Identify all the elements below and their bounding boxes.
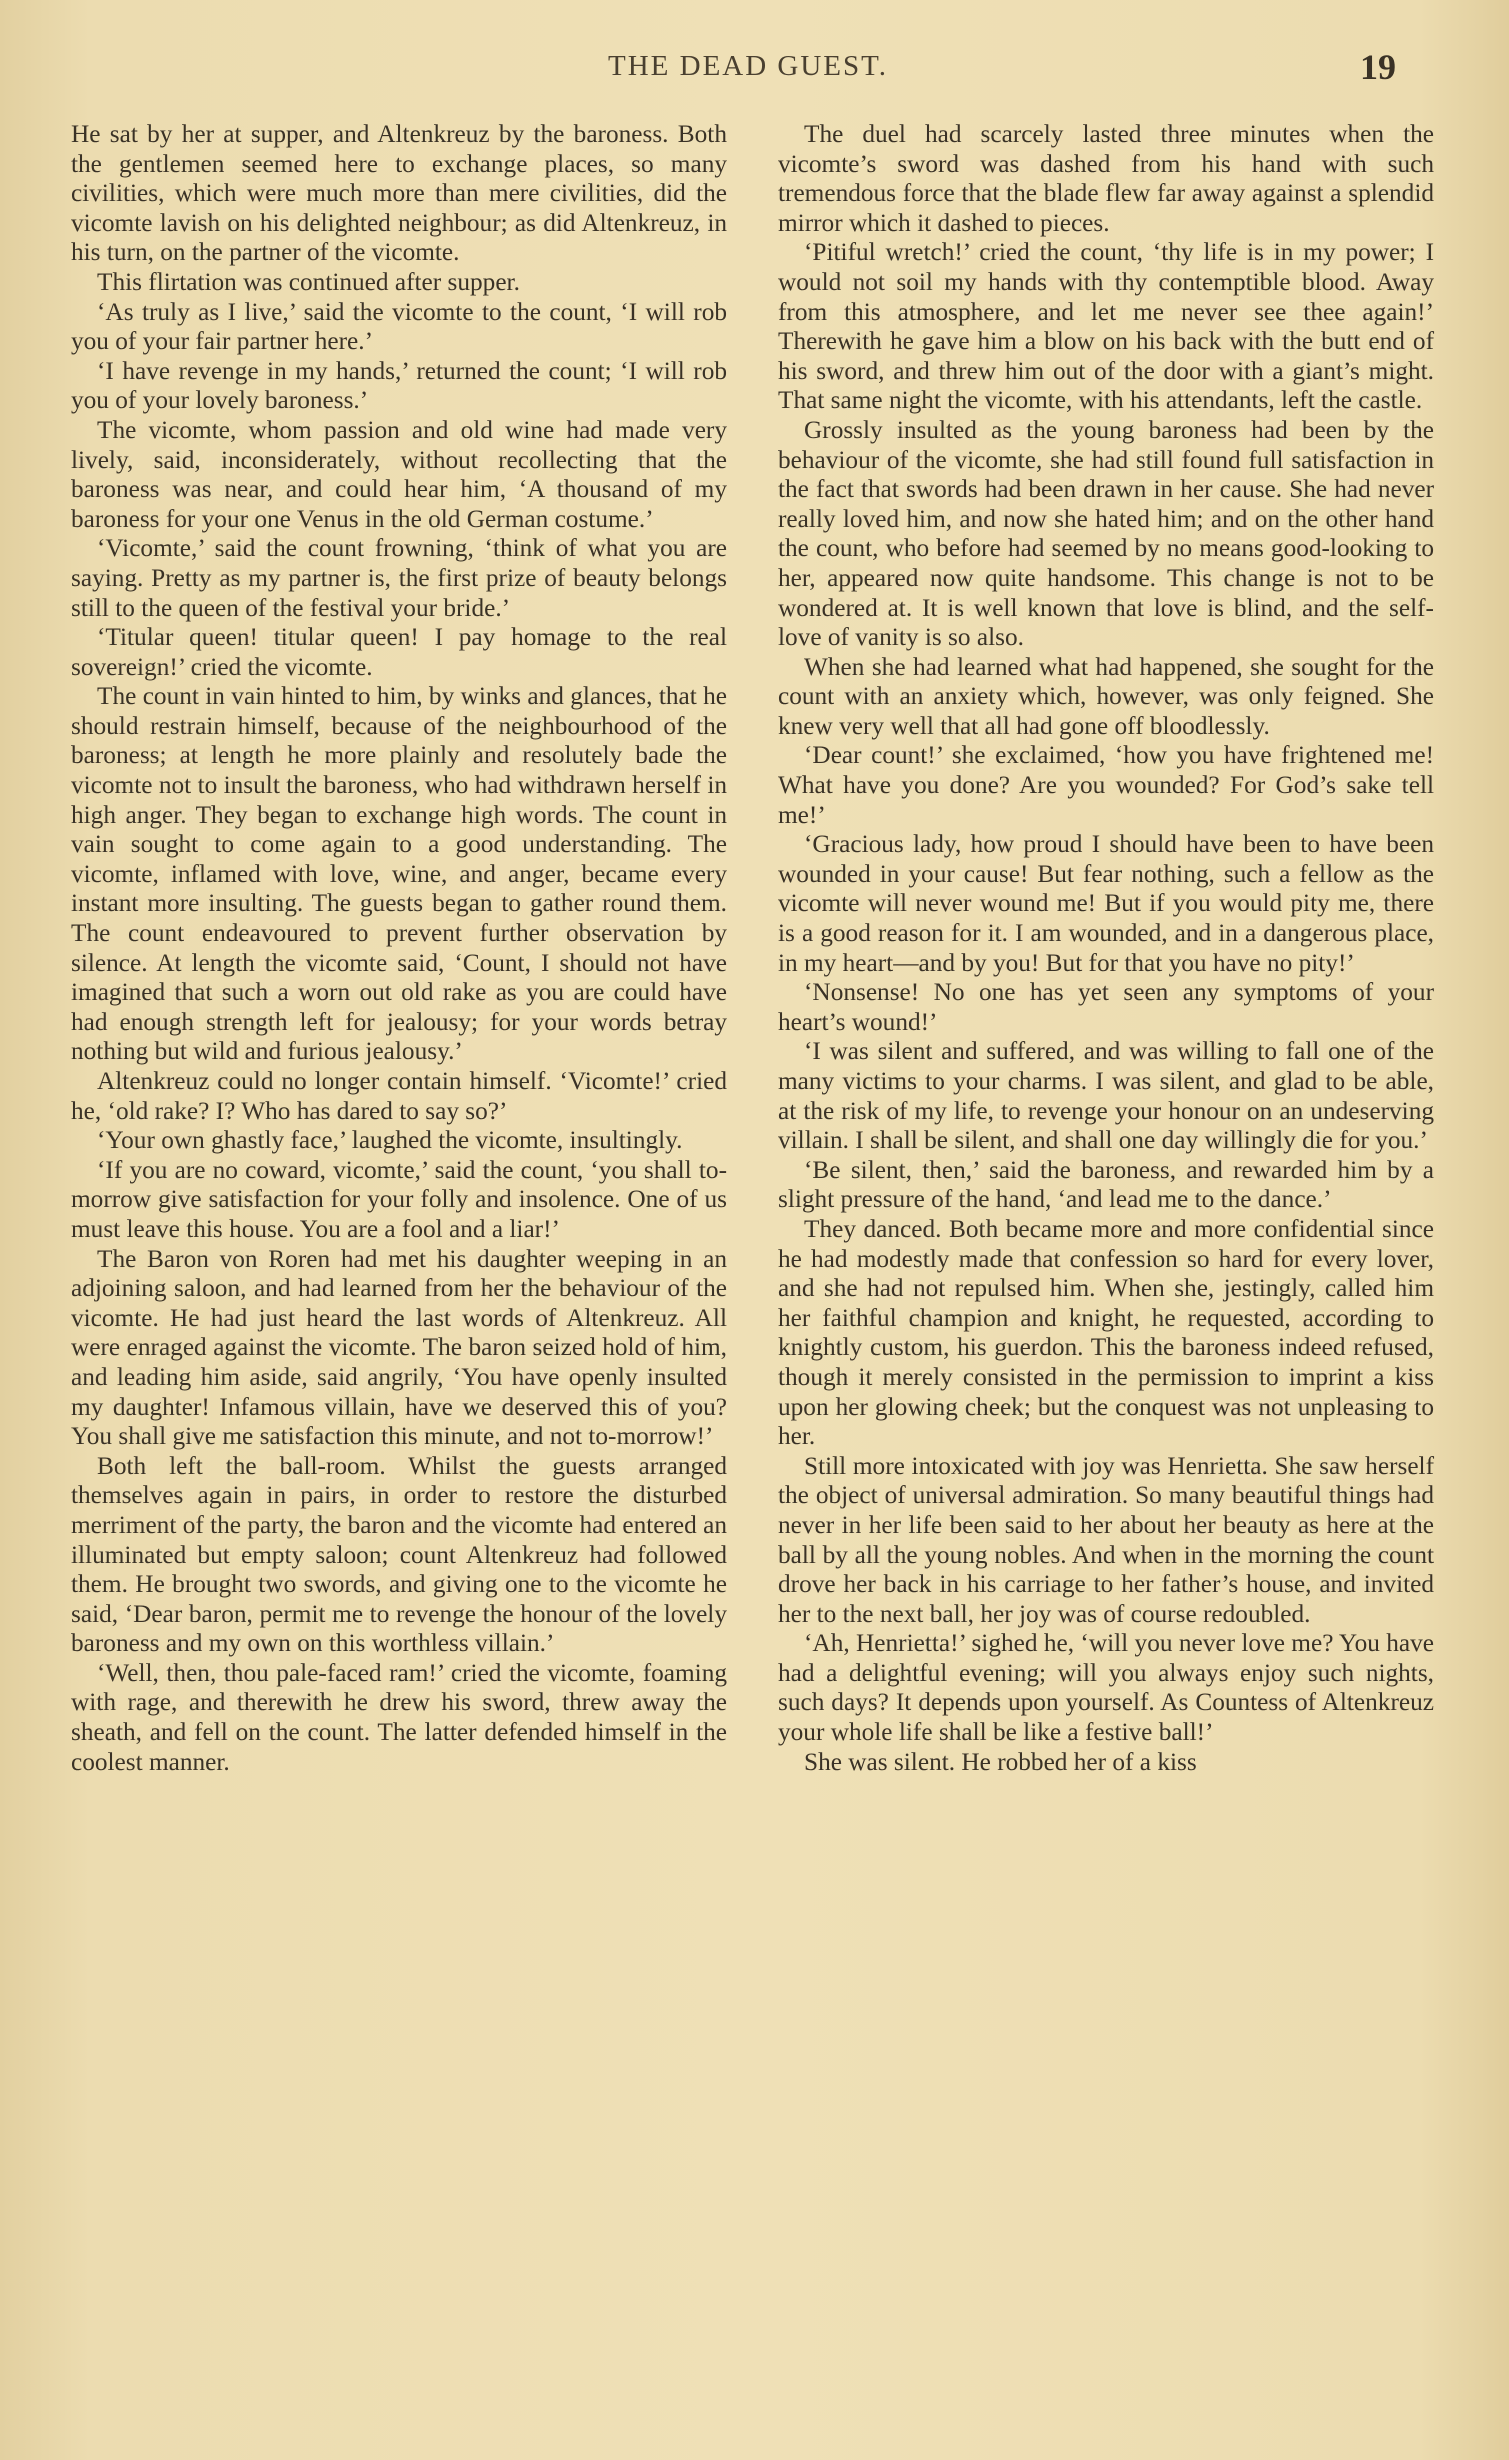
paragraph: ‘Be silent, then,’ said the baroness, and rewarded him by a slight pressure of the hand, ‘and lead me to the dance.’: [778, 1155, 1434, 1214]
paragraph: ‘Well, then, thou pale-faced ram!’ cried the vicomte, foaming with rage, and therewith he drew his sword, threw away the sheath, and fell on the count. The latter defended himself in the coolest manner.: [71, 1658, 727, 1776]
paragraph: ‘Gracious lady, how proud I should have been to have been wounded in your cause! But fear nothing, such a fellow as the vicomte will never wound me! But if you would pity me, there is a good reason for it. I am wounded, and in a dangerous place, in my heart—and by you! But for that you have no pity!’: [778, 830, 1434, 977]
paragraph: Altenkreuz could no longer contain himself. ‘Vicomte!’ cried he, ‘old rake? I? Who has dared to say so?’: [71, 1067, 727, 1125]
paragraph: ‘Your own ghastly face,’ laughed the vicomte, insultingly.: [97, 1126, 683, 1155]
page-number: 19: [1360, 47, 1396, 87]
left-column: [71, 120, 727, 1777]
paragraph: Grossly insulted as the young baroness had been by the behaviour of the vicomte, she had still found full satisfaction in the fact that swords had been drawn in her cause. She had never really loved him, and now she hated him; and on the other hand the count, who before had seemed by no means good-looking to her, appeared now quite handsome. This change is not to be wondered at. It is well known that love is blind, and the self-love of vanity is so also.: [778, 415, 1434, 652]
paragraph: When she had learned what had happened, she sought for the count with an anxiety which, however, was only feigned. She knew very well that all had gone off bloodlessly.: [778, 652, 1434, 740]
paragraph: ‘I have revenge in my hands,’ returned the count; ‘I will rob you of your lovely baroness.’: [71, 356, 727, 415]
page-header: [0, 47, 1509, 90]
paragraph: He sat by her at supper, and Altenkreuz by the baroness. Both the gentlemen seemed here to exchange places, so many civilities, which were much more than mere civilities, did the vicomte lavish on his delighted neighbour; as did Altenkreuz, in his turn, on the partner of the vicomte.: [71, 120, 727, 267]
paragraph: The Baron von Roren had met his daughter weeping in an adjoining saloon, and had learned from her the behaviour of the vicomte. He had just heard the last words of Altenkreuz. All were enraged against the vicomte. The baron seized hold of him, and leading him aside, said angrily, ‘You have openly insulted my daughter! Infamous villain, have we deserved this of you? You shall give me satisfaction this minute, and not to-morrow!’: [71, 1244, 727, 1451]
paragraph: The duel had scarcely lasted three minutes when the vicomte’s sword was dashed from his hand with such tremendous force that the blade flew far away against a splendid mirror which it dashed to pieces.: [778, 120, 1434, 237]
paragraph: The count in vain hinted to him, by winks and glances, that he should restrain himself, because of the neighbourhood of the baroness; at length he more plainly and resolutely bade the vicomte not to insult the baroness, who had withdrawn herself in high anger. They began to exchange high words. The count in vain sought to come again to a good understanding. The vicomte, inflamed with love, wine, and anger, became every instant more insulting. The guests began to gather round them. The count endeavoured to prevent further observation by silence. At length the vicomte said, ‘Count, I should not have imagined that such a worn out old rake as you are could have had enough strength left for jealousy; for your words betray nothing but wild and furious jealousy.’: [71, 682, 727, 1066]
paragraph: ‘Nonsense! No one has yet seen any symptoms of your heart’s wound!’: [778, 978, 1434, 1036]
paragraph: Both left the ball-room. Whilst the guests arranged themselves again in pairs, in order to restore the disturbed merriment of the party, the baron and the vicomte had entered an illuminated but empty saloon; count Altenkreuz had followed them. He brought two swords, and giving one to the vicomte he said, ‘Dear baron, permit me to revenge the honour of the lovely baroness and my own on this worthless villain.’: [71, 1451, 727, 1658]
paragraph: This flirtation was continued after supper.: [97, 267, 520, 296]
running-title: THE DEAD GUEST.: [608, 50, 888, 82]
paragraph: ‘As truly as I live,’ said the vicomte to the count, ‘I will rob you of your fair partner here.’: [71, 297, 727, 356]
paragraph: ‘Vicomte,’ said the count frowning, ‘think of what you are saying. Pretty as my partner is, the first prize of beauty belongs still to the queen of the festival your bride.’: [71, 534, 727, 622]
paragraph: ‘If you are no coward, vicomte,’ said the count, ‘you shall to-morrow give satisfaction for your folly and insolence. One of us must leave this house. You are a fool and a liar!’: [71, 1155, 727, 1243]
right-column: [778, 120, 1434, 1777]
paragraph: ‘Ah, Henrietta!’ sighed he, ‘will you never love me? You have had a delightful evening; will you always enjoy such nights, such days? It depends upon yourself. As Countess of Altenkreuz your whole life shall be like a festive ball!’: [778, 1629, 1434, 1747]
paragraph: Still more intoxicated with joy was Henrietta. She saw herself the object of universal admiration. So many beautiful things had never in her life been said to her about her beauty as here at the ball by all the young nobles. And when in the morning the count drove her back in his carriage to her father’s house, and invited her to the next ball, her joy was of course redoubled.: [778, 1451, 1434, 1628]
paragraph: ‘I was silent and suffered, and was willing to fall one of the many victims to your charms. I was silent, and glad to be able, at the risk of my life, to revenge your honour on an undeserving villain. I shall be silent, and shall one day willingly die for you.’: [778, 1037, 1434, 1155]
paragraph: ‘Titular queen! titular queen! I pay homage to the real sovereign!’ cried the vicomte.: [71, 623, 727, 681]
paragraph: She was silent. He robbed her of a kiss: [804, 1747, 1197, 1776]
paragraph: The vicomte, whom passion and old wine had made very lively, said, inconsiderately, without recollecting that the baroness was near, and could hear him, ‘A thousand of my baroness for your one Venus in the old German costume.’: [71, 415, 727, 533]
paragraph: ‘Dear count!’ she exclaimed, ‘how you have frightened me! What have you done? Are you wounded? For God’s sake tell me!’: [778, 741, 1434, 829]
paragraph: They danced. Both became more and more confidential since he had modestly made that confession so hard for every lover, and she had not repulsed him. When she, jestingly, called him her faithful champion and knight, he requested, according to knightly custom, his guerdon. This the baroness indeed refused, though it merely consisted in the permission to imprint a kiss upon her glowing cheek; but the conquest was not unpleasing to her.: [778, 1214, 1434, 1451]
paragraph: ‘Pitiful wretch!’ cried the count, ‘thy life is in my power; I would not soil my hands with thy contemptible blood. Away from this atmosphere, and let me never see thee again!’ Therewith he gave him a blow on his back with the butt end of his sword, and threw him out of the door with a giant’s might. That same night the vicomte, with his attendants, left the castle.: [778, 238, 1434, 415]
